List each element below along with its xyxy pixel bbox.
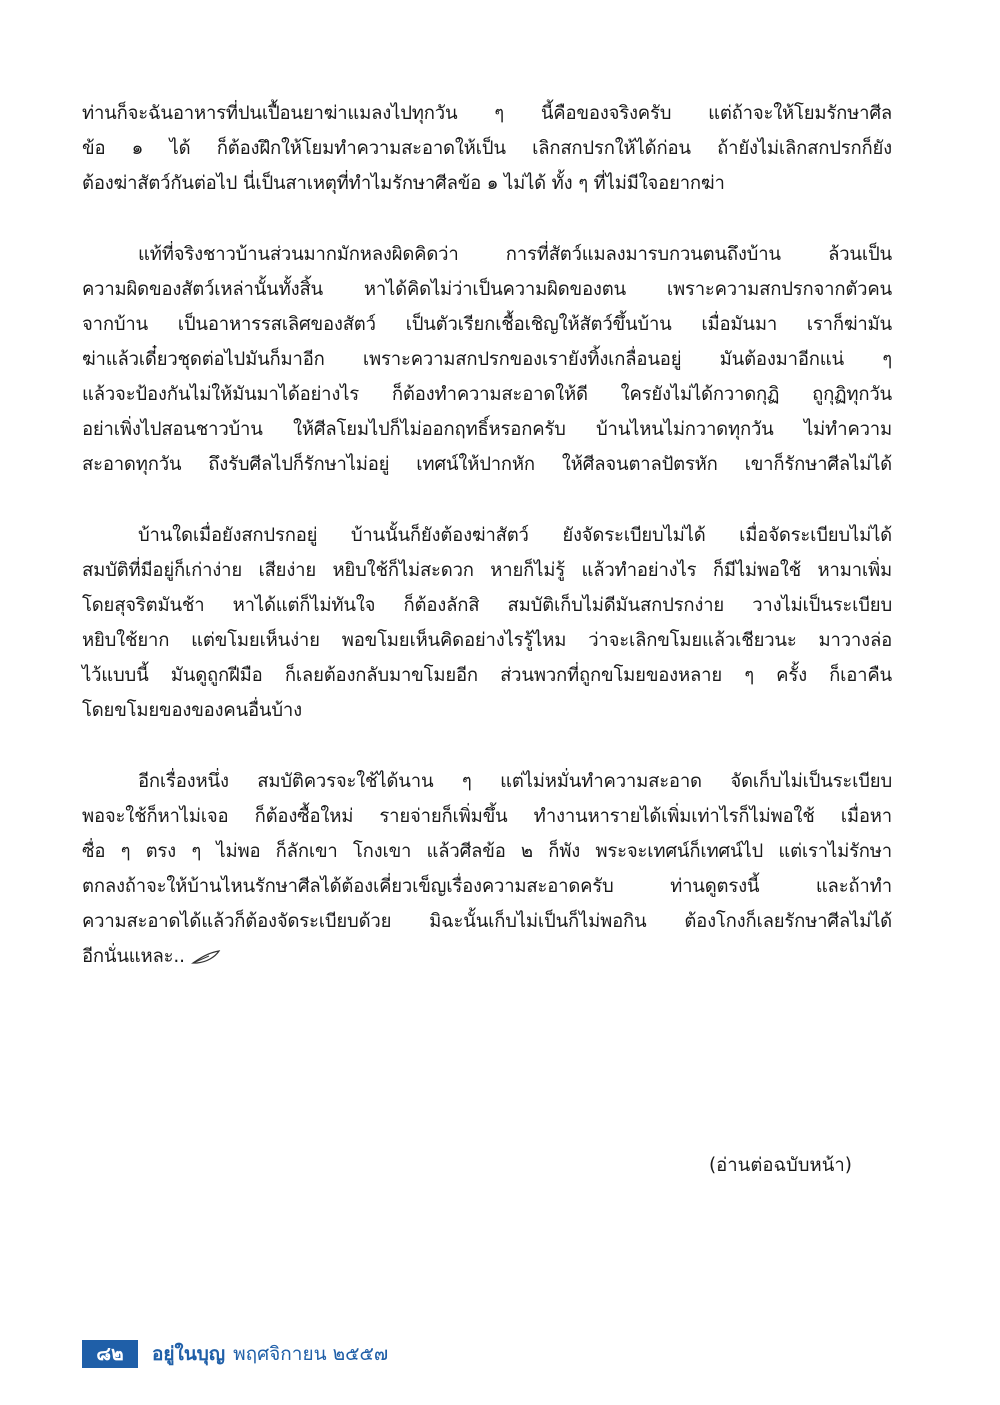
issue-date: พฤศจิกายน ๒๕๕๗ (233, 1343, 389, 1365)
text-line: โดยขโมยของของคนอื่นบ้าง (82, 700, 302, 721)
text-line: ซื่อ ๆ ตรง ๆ ไม่พอ ก็ลักเขา โกงเขา แล้วศีลข้อ ๒ ก็พัง พระจะเทศน์ก็เทศน์ไป แต่เราไม่รักษา (82, 841, 892, 862)
text-line: ฆ่าแล้วเดี๋ยวชุดต่อไปมันก็มาอีก เพราะความสกปรกของเรายังทิ้งเกลื่อนอยู่ มันต้องมาอีกแน่ ๆ (82, 349, 892, 370)
text-line: ต้องฆ่าสัตว์กันต่อไป นี่เป็นสาเหตุที่ทำไมรักษาศีลข้อ ๑ ไม่ได้ ทั้ง ๆ ที่ไม่มีใจอยากฆ่า (82, 173, 725, 194)
paragraph-3 (82, 518, 892, 728)
text-line: บ้านใดเมื่อยังสกปรกอยู่ บ้านนั้นก็ยังต้องฆ่าสัตว์ ยังจัดระเบียบไม่ได้ เมื่อจัดระเบียบไม่ได้ (138, 525, 892, 546)
text-line: สะอาดทุกวัน ถึงรับศีลไปก็รักษาไม่อยู่ เทศน์ให้ปากหัก ให้ศีลจนตาลปัตรหัก เขาก็รักษาศีลไม่ได้ (82, 454, 892, 475)
text-line: ท่านก็จะฉันอาหารที่ปนเปื้อนยาฆ่าแมลงไปทุกวัน ๆ นี้คือของจริงครับ แต่ถ้าจะให้โยมรักษาศีล (82, 103, 892, 124)
paragraph-4 (82, 764, 892, 974)
text-line: ตกลงถ้าจะให้บ้านไหนรักษาศีลได้ต้องเคี่ยวเข็ญเรื่องความสะอาดครับ ท่านดูตรงนี้ และถ้าทำ (82, 876, 892, 897)
text-line-last (82, 939, 892, 974)
last-line-text: อีกนั่นแหละ.. (82, 946, 185, 967)
text-line: อีกเรื่องหนึ่ง สมบัติควรจะใช้ได้นาน ๆ แต่ไม่หมั่นทำความสะอาด จัดเก็บไม่เป็นระเบียบ (138, 771, 892, 792)
paragraph-1 (82, 96, 892, 201)
text-line: แท้ที่จริงชาวบ้านส่วนมากมักหลงผิดคิดว่า การที่สัตว์แมลงมารบกวนตนถึงบ้าน ล้วนเป็น (138, 244, 892, 265)
text-line: สมบัติที่มีอยู่ก็เก่าง่าย เสียง่าย หยิบใช้ก็ไม่สะดวก หายก็ไม่รู้ แล้วทำอย่างไร ก็มีไม่พอใช้ หามาเพิ่ม (82, 560, 892, 581)
page-footer (82, 1340, 388, 1368)
magazine-title: อยู่ในบุญ (152, 1343, 226, 1365)
paragraph-2 (82, 237, 892, 482)
feather-end-icon (191, 949, 221, 965)
text-line: โดยสุจริตมันช้า หาได้แต่ก็ไม่ทันใจ ก็ต้องลักสิ สมบัติเก็บไม่ดีมันสกปรกง่าย วางไม่เป็นระเบียบ (82, 595, 892, 616)
text-line: พอจะใช้ก็หาไม่เจอ ก็ต้องซื้อใหม่ รายจ่ายก็เพิ่มขึ้น ทำงานหารายได้เพิ่มเท่าไรก็ไม่พอใช้ เมื่อหา (82, 806, 892, 827)
article-body (82, 96, 892, 1010)
text-line: หยิบใช้ยาก แต่ขโมยเห็นง่าย พอขโมยเห็นคิดอย่างไรรู้ไหม ว่าจะเลิกขโมยแล้วเชียวนะ มาวางล่อ (82, 630, 892, 651)
text-line: ไว้แบบนี้ มันดูถูกฝีมือ ก็เลยต้องกลับมาขโมยอีก ส่วนพวกที่ถูกขโมยของหลาย ๆ ครั้ง ก็เอาคืน (82, 665, 892, 686)
continued-next-issue: (อ่านต่อฉบับหน้า) (708, 1155, 852, 1176)
page-number: ๘๒ (82, 1340, 138, 1368)
text-line: ข้อ ๑ ได้ ก็ต้องฝึกให้โยมทำความสะอาดให้เป็น เลิกสกปรกให้ได้ก่อน ถ้ายังไม่เลิกสกปรกก็ยัง (82, 138, 892, 159)
text-line: ความสะอาดได้แล้วก็ต้องจัดระเบียบด้วย มิฉะนั้นเก็บไม่เป็นก็ไม่พอกิน ต้องโกงก็เลยรักษาศีลไม่ได้ (82, 911, 892, 932)
text-line: จากบ้าน เป็นอาหารรสเลิศของสัตว์ เป็นตัวเรียกเชื้อเชิญให้สัตว์ขึ้นบ้าน เมื่อมันมา เราก็ฆ่ามัน (82, 314, 892, 335)
text-line: อย่าเพิ่งไปสอนชาวบ้าน ให้ศีลโยมไปก็ไม่ออกฤทธิ์หรอกครับ บ้านไหนไม่กวาดทุกวัน ไม่ทำความ (82, 419, 892, 440)
text-line: ความผิดของสัตว์เหล่านั้นทั้งสิ้น หาได้คิดไม่ว่าเป็นความผิดของตน เพราะความสกปรกจากตัวคน (82, 279, 892, 300)
text-line: แล้วจะป้องกันไม่ให้มันมาได้อย่างไร ก็ต้องทำความสะอาดให้ดี ใครยังไม่ได้กวาดกุฏิ ถูกุฏิทุกวัน (82, 384, 892, 405)
